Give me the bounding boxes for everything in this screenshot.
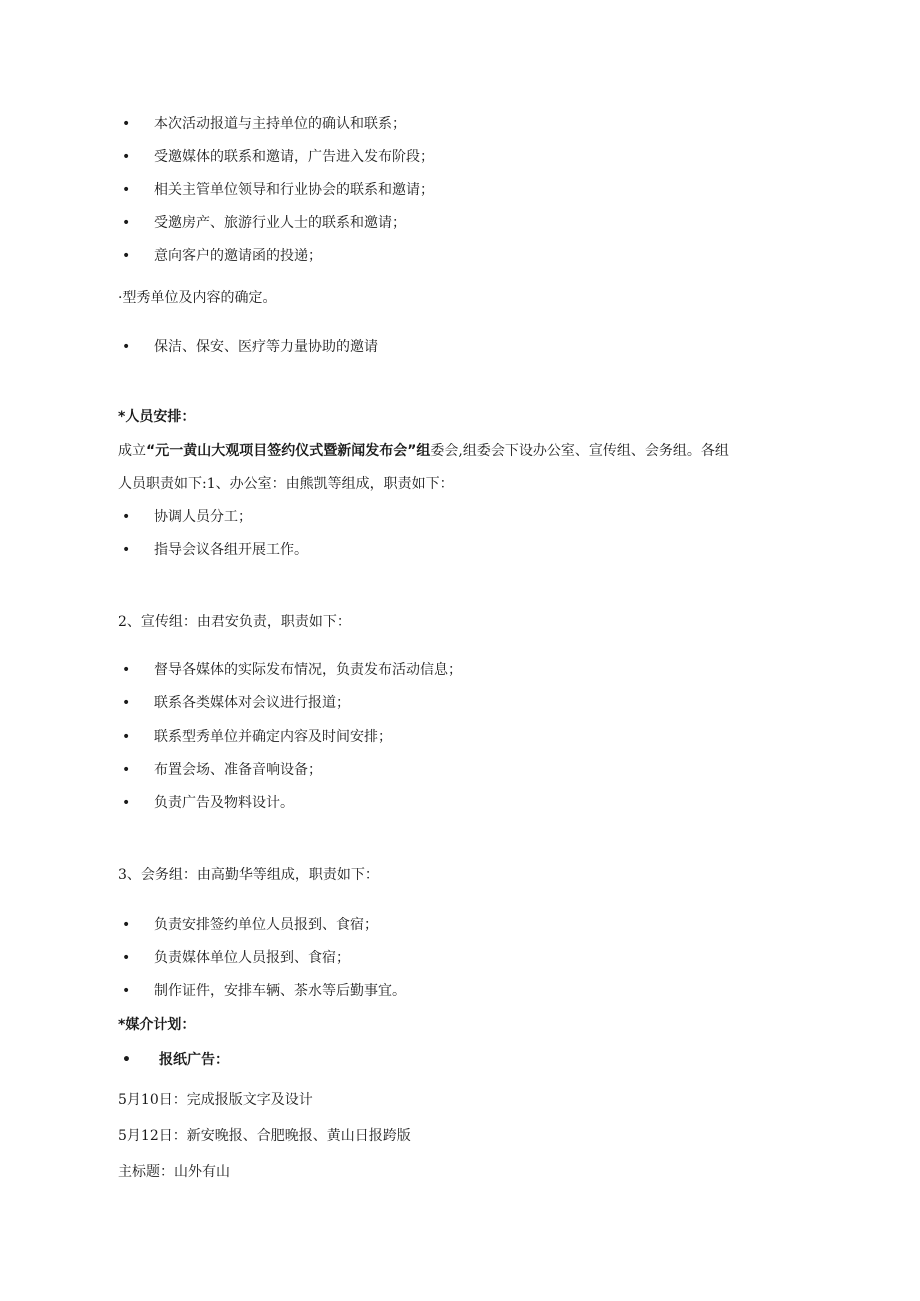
media-line: 5月10日：完成报版文字及设计 <box>118 1092 313 1108</box>
publicity-heading: 2、宣传组：由君安负责，职责如下： <box>118 614 351 630</box>
plain-line: ·型秀单位及内容的确定。 <box>118 290 277 306</box>
bullet-icon: • <box>122 509 131 525</box>
list-item: • 联系型秀单位并确定内容及时间安排； <box>122 729 392 745</box>
bullet-icon: • <box>122 795 131 811</box>
staff-intro: 成立“元一黄山大观项目签约仪式暨新闻发布会”组委会,组委会下设办公室、宣传组、会务组。各组 <box>118 443 729 459</box>
list-item: • 受邀媒体的联系和邀请，广告进入发布阶段； <box>122 149 434 165</box>
bullet-icon: • <box>122 917 131 933</box>
bullet-icon: • <box>122 1052 131 1068</box>
list-item: • 负责广告及物料设计。 <box>122 795 294 811</box>
list-item: • 负责媒体单位人员报到、食宿； <box>122 950 350 966</box>
bullet-icon: • <box>122 542 131 558</box>
bullet-icon: • <box>122 762 131 778</box>
list-item: • 督导各媒体的实际发布情况，负责发布活动信息； <box>122 662 462 678</box>
list-item: • 相关主管单位领导和行业协会的联系和邀请； <box>122 182 434 198</box>
list-item: • 本次活动报道与主持单位的确认和联系； <box>122 116 406 132</box>
bullet-icon: • <box>122 339 131 355</box>
media-line: 主标题：山外有山 <box>118 1164 230 1180</box>
list-item: • 受邀房产、旅游行业人士的联系和邀请； <box>122 215 406 231</box>
staff-heading: *人员安排： <box>118 409 196 425</box>
newspaper-item: • 报纸广告： <box>122 1052 229 1068</box>
bullet-icon: • <box>122 729 131 745</box>
list-item: • 指导会议各组开展工作。 <box>122 542 308 558</box>
staff-intro-line2: 人员职责如下:1、办公室：由熊凯等组成，职责如下： <box>118 476 454 492</box>
media-heading: *媒介计划： <box>118 1017 196 1033</box>
bullet-icon: • <box>122 215 131 231</box>
list-item: • 布置会场、准备音响设备； <box>122 762 322 778</box>
list-item: • 保洁、保安、医疗等力量协助的邀请 <box>122 339 378 355</box>
list-item: • 协调人员分工； <box>122 509 252 525</box>
list-item: • 意向客户的邀请函的投递； <box>122 248 322 264</box>
bullet-icon: • <box>122 695 131 711</box>
bullet-icon: • <box>122 662 131 678</box>
bullet-icon: • <box>122 950 131 966</box>
bullet-icon: • <box>122 983 131 999</box>
bullet-icon: • <box>122 248 131 264</box>
bullet-icon: • <box>122 182 131 198</box>
list-item: • 制作证件，安排车辆、茶水等后勤事宜。 <box>122 983 406 999</box>
bullet-icon: • <box>122 149 131 165</box>
list-item: • 联系各类媒体对会议进行报道； <box>122 695 350 711</box>
affairs-heading: 3、会务组：由高勤华等组成，职责如下： <box>118 867 379 883</box>
media-line: 5月12日：新安晚报、合肥晚报、黄山日报跨版 <box>118 1128 411 1144</box>
list-item: • 负责安排签约单位人员报到、食宿； <box>122 917 378 933</box>
event-name: “元一黄山大观项目签约仪式暨新闻发布会”组 <box>146 443 431 459</box>
bullet-icon: • <box>122 116 131 132</box>
